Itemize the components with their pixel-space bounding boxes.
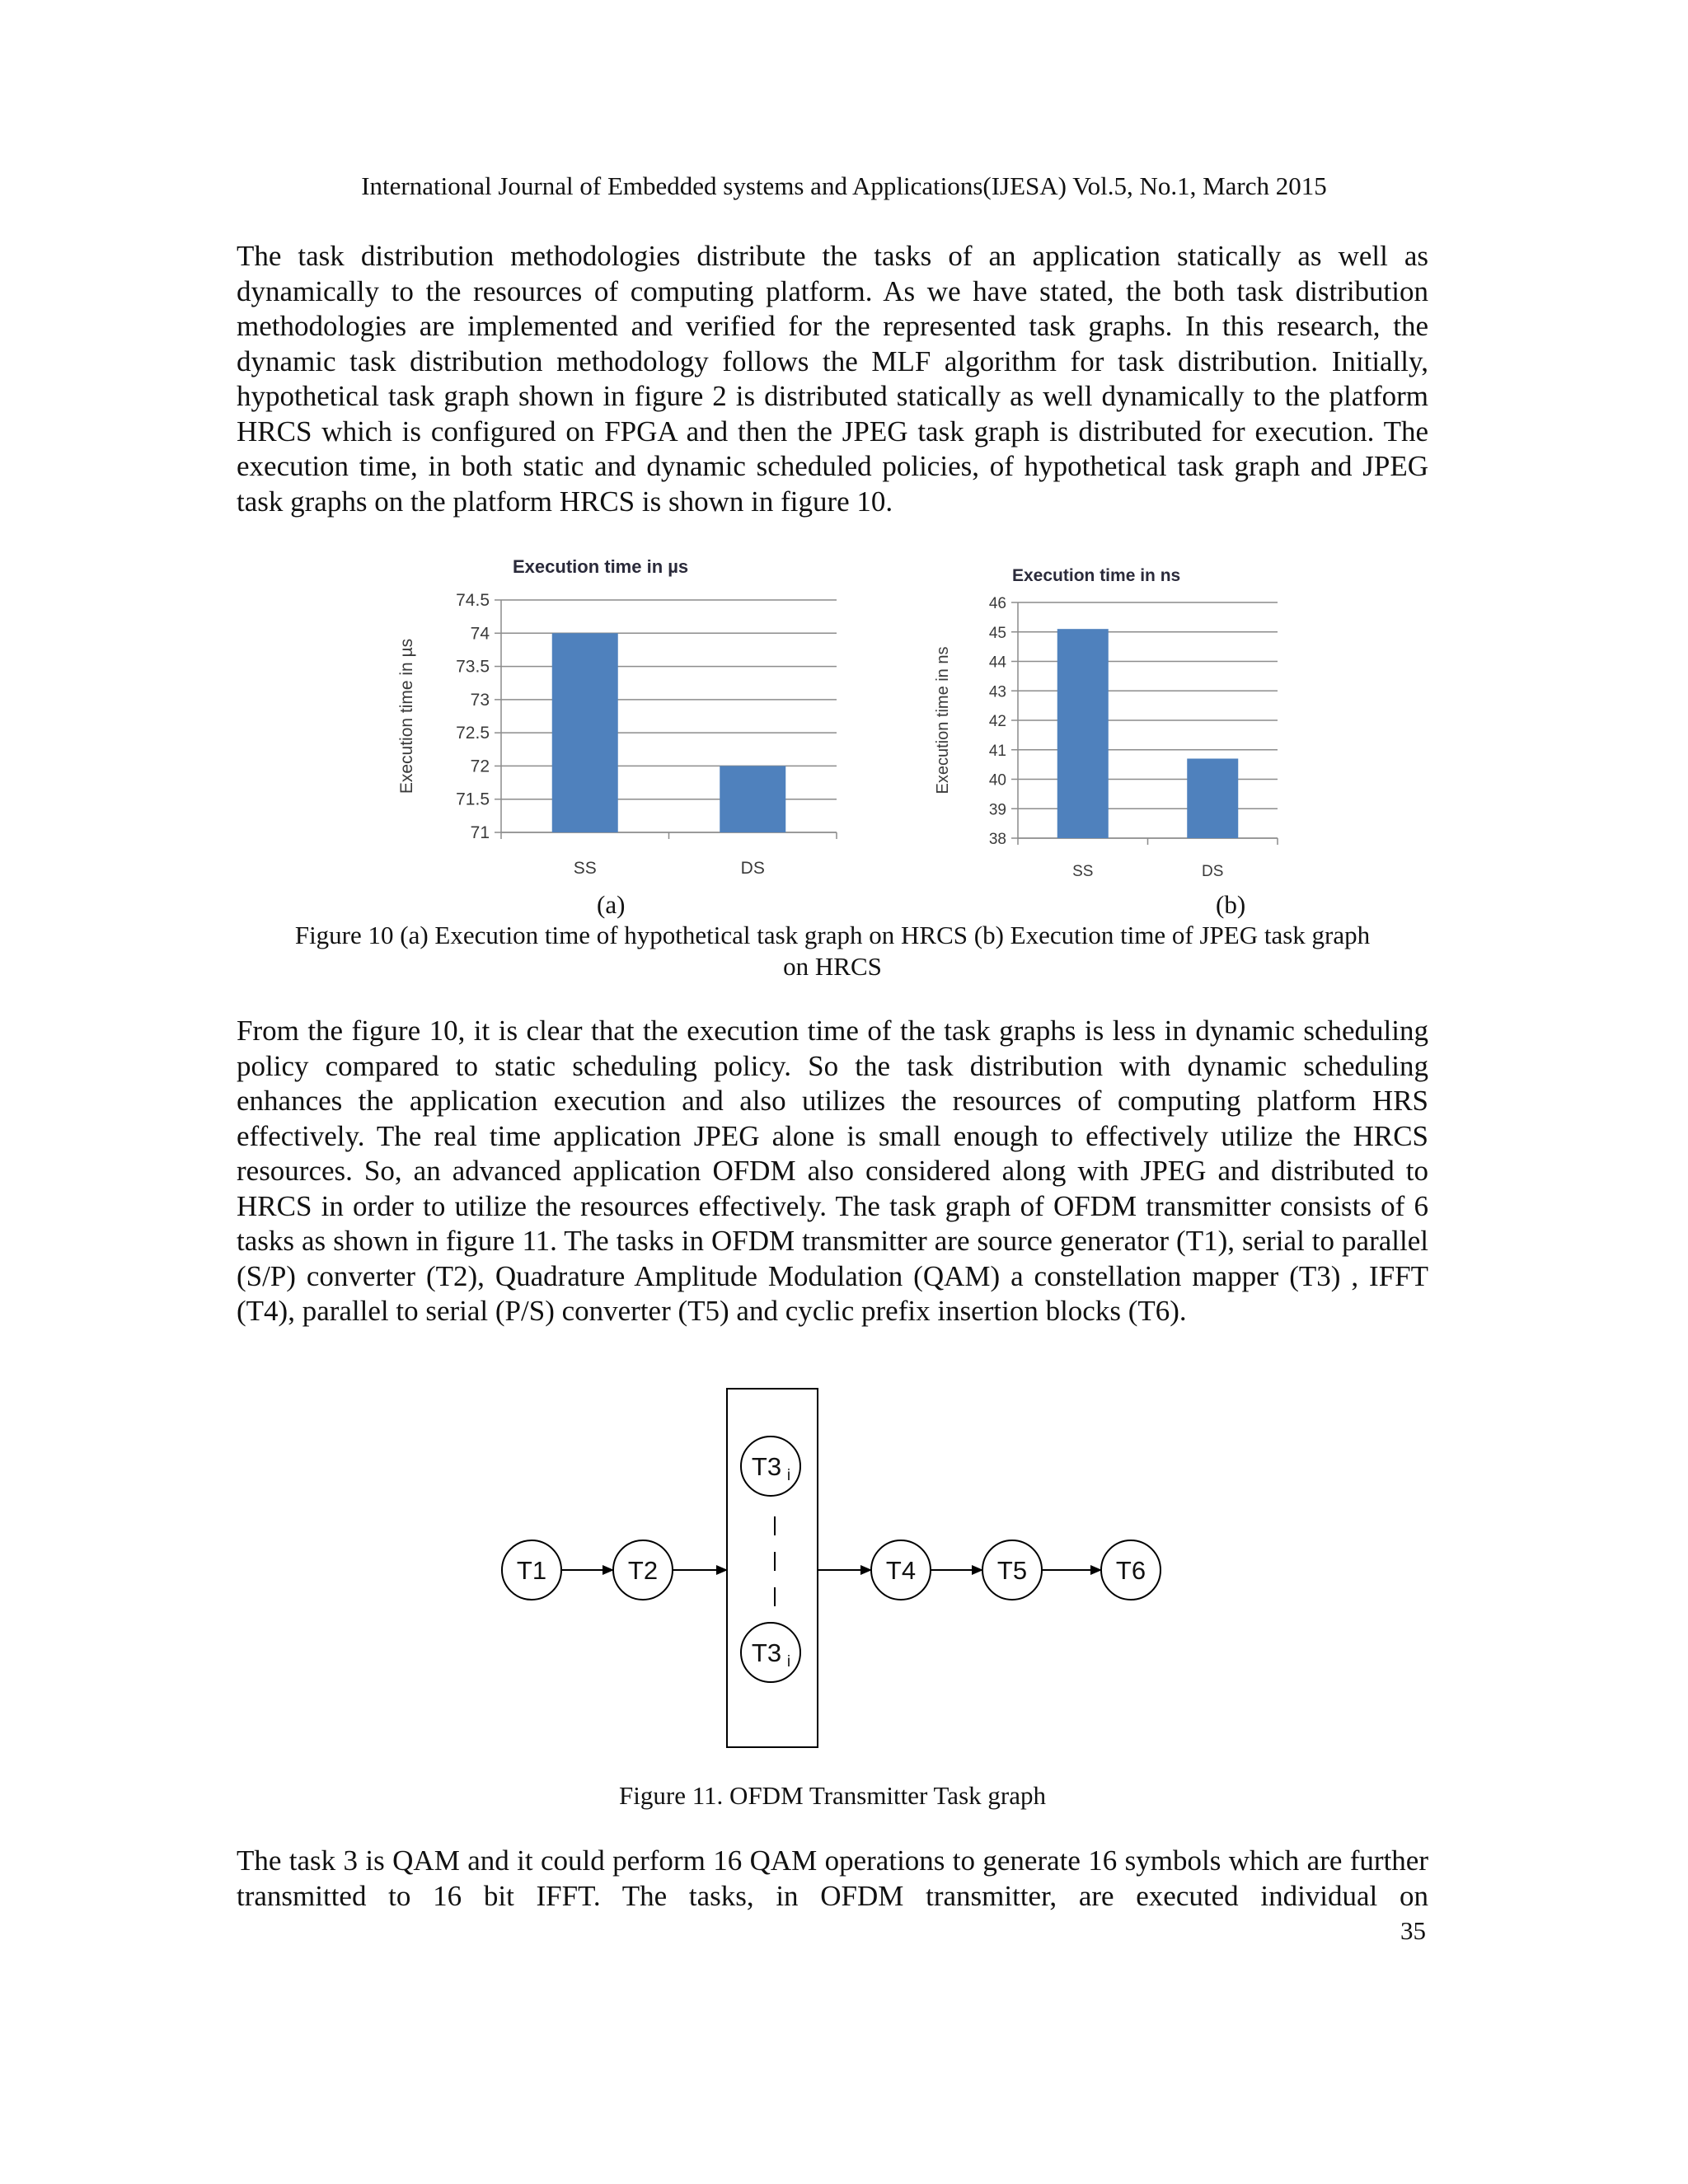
y-tick-label: 74 [470,624,490,644]
bar-ss [552,633,618,832]
node-t1-label: T1 [516,1556,547,1585]
figure11-task-graph [486,1380,1179,1751]
y-axis-label: Execution time in µs [397,638,416,794]
y-tick-label: 43 [988,683,1006,701]
figure10-label-b: (b) [1216,890,1246,919]
y-tick-label: 72.5 [456,724,490,743]
node-t6 [1101,1540,1160,1600]
page-number: 35 [1400,1916,1426,1945]
paragraph-1: The task distribution methodologies distribute the tasks of an application statically as well as dynamically to the resources of computing platform. As we have stated, the both task distribution methodologies are implemented and verified for the represented task graphs. In this research, the dynamic task distribution methodology follows the MLF algorithm for task distribution. Initially, hypothetical task graph shown in figure 2 is distributed statically as well dynamically to the platform HRCS which is configured on FPGA and then the JPEG task graph is distributed for execution. The execution time, in both static and dynamic scheduled policies, of hypothetical task graph and JPEG task graphs on the platform HRCS is shown in figure 10. [237,240,1428,518]
figure10-caption-line2: on HRCS [783,952,882,981]
y-tick-label: 44 [988,654,1006,672]
node-t4-label: T4 [885,1556,917,1585]
node-t6-label: T6 [1115,1556,1146,1585]
y-tick-label: 71 [470,823,490,842]
bar-ss [1057,629,1109,838]
node-t2-label: T2 [627,1556,659,1585]
y-tick-label: 40 [988,771,1006,790]
node-t3-top-label: T3 [751,1452,782,1481]
node-t5 [982,1540,1042,1600]
y-tick-label: 71.5 [456,790,490,809]
x-category-label: DS [1202,863,1224,880]
node-t4 [871,1540,931,1600]
journal-header: International Journal of Embedded systems and Applications(IJESA) Vol.5, No.1, March 2015 [361,171,1327,200]
y-tick-label: 74.5 [456,591,490,610]
node-t3-top [741,1436,800,1496]
chart-title: Execution time in ns [1012,566,1181,585]
bar-ds [1187,758,1238,838]
y-tick-label: 45 [988,624,1006,642]
bar-ds [720,766,785,832]
y-tick-label: 73 [470,690,490,710]
node-t3-bottom-subscript: i [786,1653,791,1671]
y-tick-label: 42 [988,713,1006,730]
x-category-label: SS [1072,863,1094,880]
node-t2 [613,1540,673,1600]
node-t3-bottom-label: T3 [751,1638,782,1667]
node-t3-top-subscript: i [786,1467,791,1484]
figure10-caption [237,920,1428,982]
y-tick-label: 39 [988,801,1006,819]
paragraph-2: From the figure 10, it is clear that the execution time of the task graphs is less in dynamic scheduling policy compared to static scheduling policy. So the task distribution with dynamic scheduling enhances the application execution and also utilizes the resources of computing platform HRS effectively. The real time application JPEG alone is small enough to effectively utilize the HRCS resources. So, an advanced application OFDM also considered along with JPEG and distributed to HRCS in order to utilize the resources effectively. The task graph of OFDM transmitter consists of 6 tasks as shown in figure 11. The tasks in OFDM transmitter are source generator (T1), serial to parallel (S/P) converter (T2), Quadrature Amplitude Modulation (QAM) a constellation mapper (T3) , IFFT (T4), parallel to serial (P/S) converter (T5) and cyclic prefix insertion blocks (T6). [237,1015,1428,1327]
y-tick-label: 41 [988,742,1006,760]
node-t1 [502,1540,561,1600]
figure11-caption: Figure 11. OFDM Transmitter Task graph [619,1781,1046,1810]
y-tick-label: 72 [470,757,490,776]
y-tick-label: 73.5 [456,657,490,677]
y-tick-label: 38 [988,831,1006,848]
figure10-caption-line1: Figure 10 (a) Execution time of hypothetical task graph on HRCS (b) Execution time of JPEG task graph [294,921,1371,949]
x-category-label: DS [740,859,765,878]
chart-a-execution-time-us [387,548,849,886]
node-t5-label: T5 [996,1556,1028,1585]
chart-b-execution-time-ns [923,560,1302,890]
y-axis-label: Execution time in ns [934,646,952,794]
y-tick-label: 46 [988,595,1006,612]
x-category-label: SS [573,859,597,878]
node-t3-bottom [741,1623,800,1682]
paragraph-3: The task 3 is QAM and it could perform 16 QAM operations to generate 16 symbols which are further transmitted to 16 bit IFFT. The tasks, in OFDM transmitter, are executed individual on [237,1844,1428,1912]
figure10-label-a: (a) [597,890,626,919]
chart-title: Execution time in µs [513,556,689,577]
